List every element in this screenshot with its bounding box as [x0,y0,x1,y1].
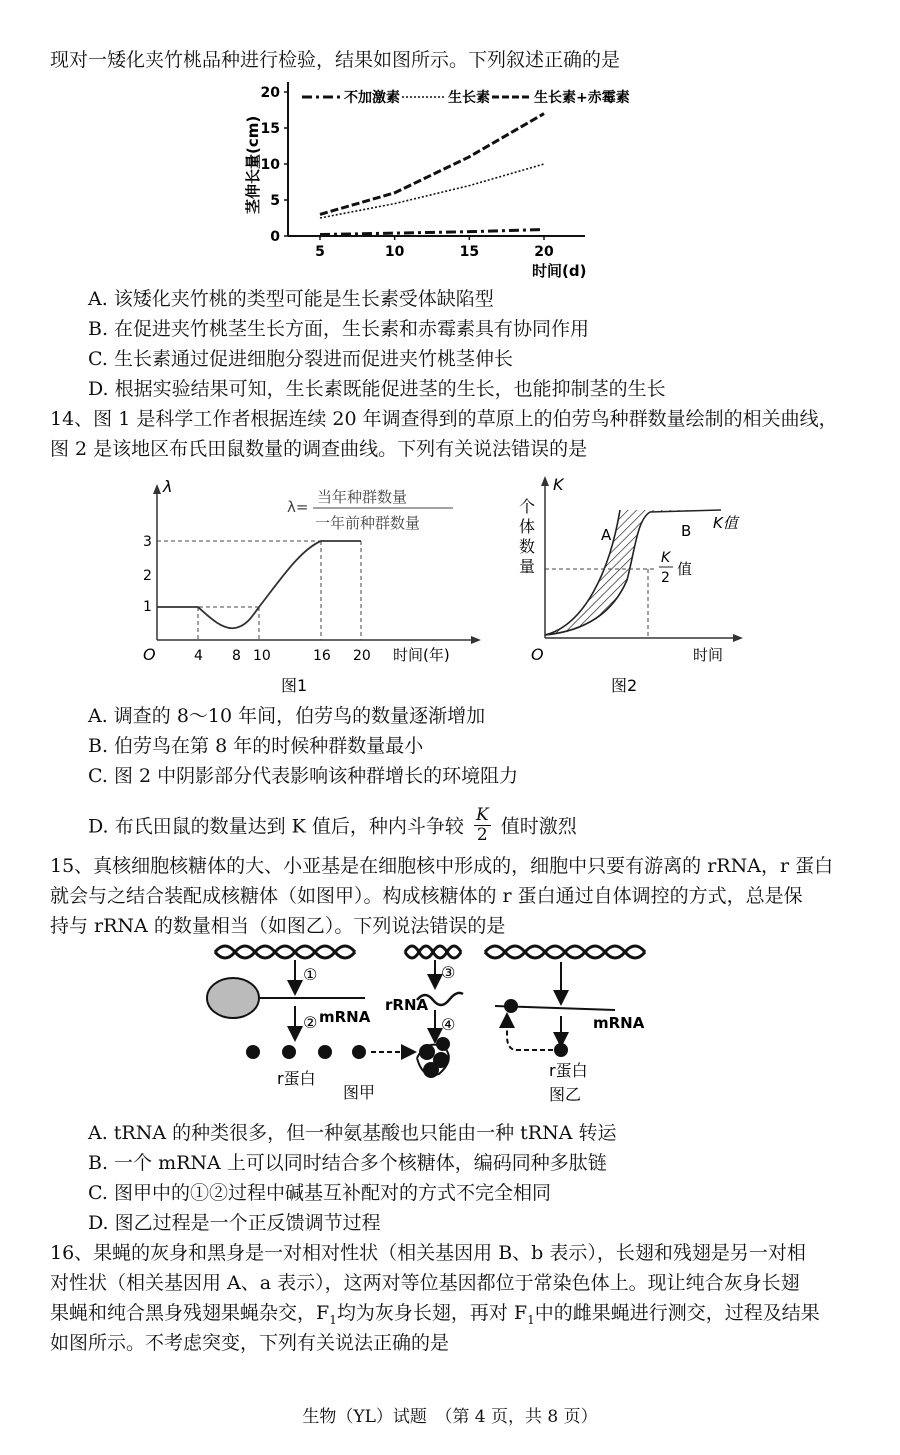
r-protein-label-b: r蛋白 [549,1061,588,1080]
q16-line1: 16、果蝇的灰身和黑身是一对相对性状（相关基因用 B、b 表示），长翅和残翅是另一对相 [50,1242,806,1264]
fig1-ytick-1: 1 [143,599,152,615]
q14-option-d-pre: D. 布氏田鼠的数量达到 K 值后，种内斗争较 [88,815,464,838]
fig1-xtick-20: 20 [353,648,371,664]
q15-stem-line2: 就会与之结合装配成核糖体（如图甲）。构成核糖体的 r 蛋白通过自体调控的方式，总是保 [50,885,803,907]
q14-figure1 [135,470,485,698]
r-protein-free [554,1043,568,1057]
r-protein-dot [282,1045,296,1059]
q14-option-d-frac-num: K [475,805,489,825]
legend-no-hormone: 不加激素 [344,90,400,106]
caption-figure-b: 图乙 [549,1085,582,1104]
q15-stem-line3: 持与 rRNA 的数量相当（如图乙）。下列说法错误的是 [50,915,506,937]
q16-line3-post: 中的雌果蝇进行测交，过程及结果 [534,1302,820,1324]
fig1-xlabel: 时间(年) [393,646,450,664]
fig2-ylabel-char-3: 数 [519,537,536,556]
fig1-formula-lhs: λ= [287,498,309,516]
caption-figure-a: 图甲 [343,1083,376,1102]
mrna-label-a: mRNA [319,1008,371,1026]
q13-ytick-label: 15 [260,121,280,137]
q16-line3-pre: 果蝇和纯合黑身残翅果蝇杂交，F [50,1302,330,1324]
legend-auxin-gibberellin: 生长素+赤霉素 [534,90,630,106]
q15-stem-line1: 15、真核细胞核糖体的大、小亚基是在细胞核中形成的，细胞中只要有游离的 rRNA，r 蛋白 [50,855,834,877]
r-protein-label-a: r蛋白 [277,1069,316,1088]
r-protein-dot [352,1045,366,1059]
fig1-caption: 图1 [281,676,308,695]
q13-xlabel: 时间(d) [532,262,587,280]
fig2-ylabel-char-2: 体 [519,517,536,536]
fig1-ytick-3: 3 [143,534,152,550]
fig2-label-b: B [681,522,692,540]
step-3-label: ③ [441,963,456,982]
q13-series-line-2 [320,114,544,215]
q14-option-a: A. 调查的 8～10 年间，伯劳鸟的数量逐渐增加 [88,705,486,727]
q14-option-d [88,805,577,847]
q13-series-line-1 [320,164,544,218]
fig2-k2-suffix: 值 [677,560,693,578]
fig1-formula-den: 一年前种群数量 [315,514,421,532]
q13-option-c: C. 生长素通过促进细胞分裂进而促进夹竹桃茎伸长 [88,348,513,370]
fig1-xtick-4: 4 [194,648,203,664]
q14-stem-line1: 14、图 1 是科学工作者根据连续 20 年调查得到的草原上的伯劳鸟种群数量绘制的相关曲线， [50,408,838,430]
ribosome-cluster [417,1037,450,1078]
q13-ytick-label: 0 [270,229,280,245]
q15-figure [195,940,665,1118]
step-1-label: ① [303,965,318,984]
fig1-ytick-2: 2 [143,568,152,584]
q15-option-d: D. 图乙过程是一个正反馈调节过程 [88,1212,381,1234]
q13-option-d: D. 根据实验结果可知，生长素既能促进茎的生长，也能抑制茎的生长 [88,378,666,400]
fig2-ylabel-k: K [553,475,564,494]
step-2-label: ② [303,1013,318,1032]
q13-xtick-label: 20 [534,244,554,260]
fig2-k2-num: K [661,550,671,566]
q14-option-c: C. 图 2 中阴影部分代表影响该种群增长的环境阻力 [88,765,519,787]
q13-option-b: B. 在促进夹竹桃茎生长方面，生长素和赤霉素具有协同作用 [88,318,590,340]
q13-option-a: A. 该矮化夹竹桃的类型可能是生长素受体缺陷型 [88,288,494,310]
q13-xtick-label: 5 [315,244,325,260]
fig1-formula-num: 当年种群数量 [317,488,408,506]
fig2-origin: O [531,645,544,664]
q14-option-d-frac-den: 2 [476,825,488,845]
q14-stem-line2: 图 2 是该地区布氏田鼠数量的调查曲线。下列有关说法错误的是 [50,438,588,460]
fig2-label-a: A [601,526,612,544]
q16-line2: 对性状（相关基因用 A、a 表示），这两对等位基因都位于常染色体上。现让纯合灰身长翅 [50,1272,800,1294]
legend-auxin: 生长素 [448,90,490,106]
mrna-label-b: mRNA [593,1014,645,1032]
q13-ytick-label: 5 [270,193,280,209]
r-protein-bound [504,999,518,1013]
q13-series-line-0 [320,230,544,235]
fig2-ylabel-char-4: 量 [519,557,536,576]
fig2-xlabel: 时间 [693,646,724,664]
fig1-xtick-8: 8 [232,648,241,664]
q14-figure2 [515,470,775,698]
fig2-shaded-region [545,510,721,635]
q16-f1-sub-2: 1 [527,1312,535,1327]
r-protein-dot [246,1045,260,1059]
rrna-label: rRNA [385,996,429,1014]
step-4-label: ④ [441,1015,456,1034]
nucleus-ellipse [207,978,259,1018]
q13-ytick-label: 10 [260,157,280,173]
fig1-ylabel: λ [163,477,173,496]
q15-option-a: A. tRNA 的种类很多，但一种氨基酸也只能由一种 tRNA 转运 [88,1122,617,1144]
q13-stem: 现对一矮化夹竹桃品种进行检验，结果如图所示。下列叙述正确的是 [50,49,621,71]
r-protein-dot [318,1045,332,1059]
q14-option-b: B. 伯劳鸟在第 8 年的时候种群数量最小 [88,735,424,757]
fig1-xtick-10: 10 [253,648,271,664]
q14-option-d-fraction [474,806,491,845]
fig2-ylabel-char-1: 个 [519,497,536,516]
q13-xtick-label: 15 [459,244,480,260]
q13-ylabel: 茎伸长量(cm) [244,115,262,214]
page-footer: 生物（YL）试题 （第 4 页，共 8 页） [302,1407,598,1427]
q14-option-d-post: 值时激烈 [500,815,577,838]
fig2-k-value: K值 [713,514,738,532]
q16-line4: 如图所示。不考虑突变，下列有关说法正确的是 [50,1332,450,1354]
q13-xtick-label: 10 [384,244,405,260]
q16-line3 [50,1301,820,1332]
fig1-origin: O [143,645,156,664]
fig2-caption: 图2 [611,676,638,695]
q16-f1-sub: 1 [329,1312,337,1327]
q15-option-c: C. 图甲中的①②过程中碱基互补配对的方式不完全相同 [88,1182,551,1204]
q15-option-b: B. 一个 mRNA 上可以同时结合多个核糖体，编码同种多肽链 [88,1152,607,1174]
fig1-xtick-16: 16 [313,648,331,664]
q13-chart [240,76,660,286]
q13-ytick-label: 20 [260,85,280,101]
fig2-k2-den: 2 [661,570,670,586]
q16-line3-mid: 均为灰身长翅，再对 F [336,1302,528,1324]
